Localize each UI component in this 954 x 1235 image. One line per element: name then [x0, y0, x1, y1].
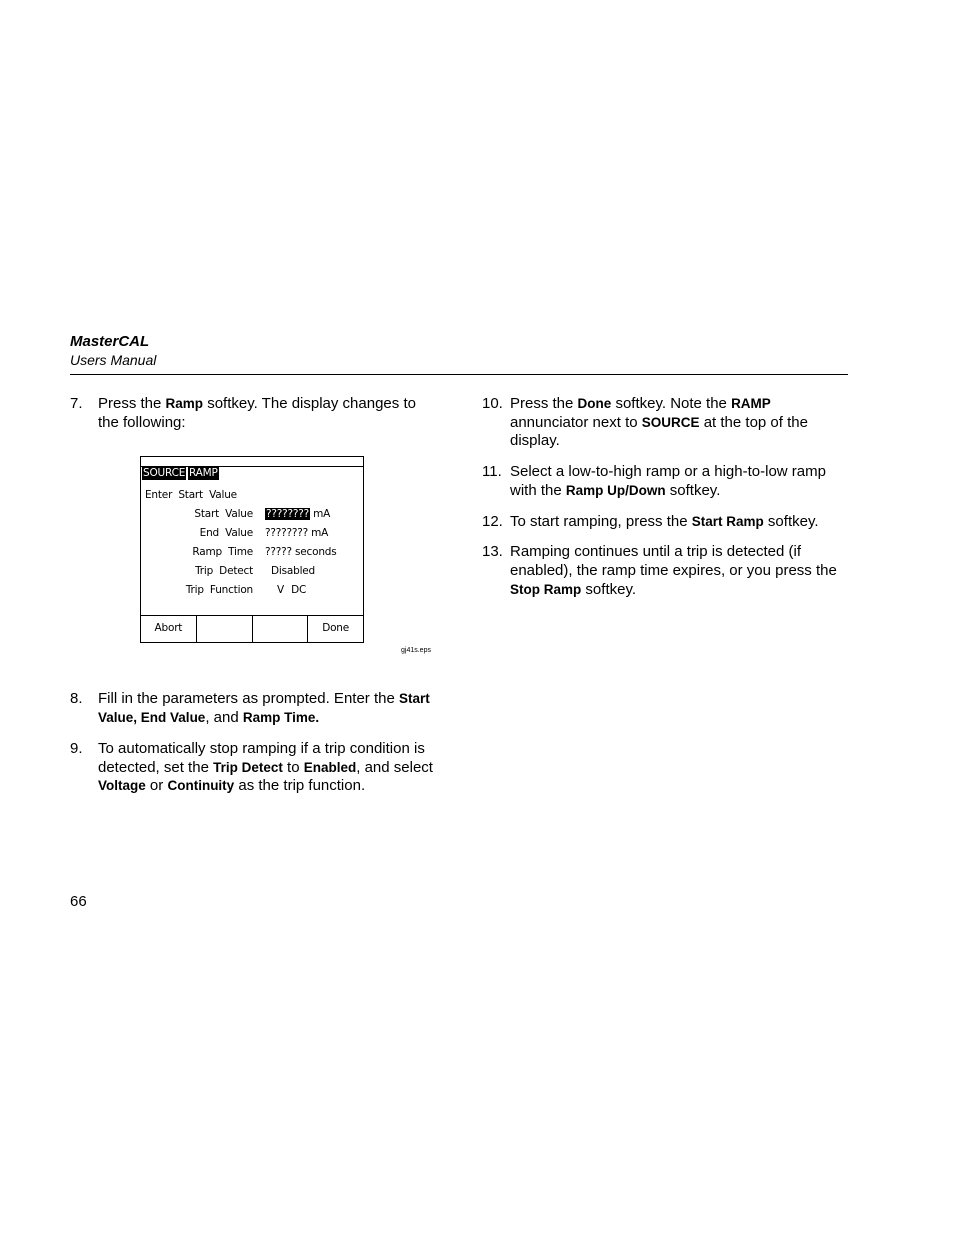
- softkey-name: Done: [577, 396, 612, 411]
- option-name: Enabled: [303, 759, 357, 775]
- step-text: softkey. Note the: [611, 395, 732, 412]
- manual-subtitle: Users Manual: [70, 352, 157, 368]
- field-value: V DC: [277, 584, 307, 596]
- field-end-value: [141, 527, 363, 541]
- field-trip-function: [141, 584, 363, 598]
- step-11: [482, 463, 842, 500]
- step-text: Fill in the parameters as prompted. Enter the: [98, 690, 399, 708]
- step-10: [482, 395, 842, 451]
- field-entry: ????????: [265, 527, 308, 539]
- softkey-name: Ramp: [165, 396, 204, 411]
- step-text: annunciator next to: [510, 413, 642, 431]
- annunciator-name: SOURCE: [641, 414, 700, 430]
- step-text: or: [145, 777, 168, 795]
- ramp-annunciator: RAMP: [189, 467, 218, 479]
- field-ramp-time: [141, 546, 363, 560]
- step-number: 11.: [482, 463, 502, 481]
- step-text: Press the: [98, 395, 166, 412]
- step-text: To automatically stop ramping if a trip condition is detected, set the: [98, 739, 425, 776]
- field-unit: mA: [313, 508, 331, 520]
- field-unit: mA: [311, 527, 329, 539]
- annunciator-name: RAMP: [731, 396, 771, 411]
- step-number: 13.: [482, 543, 503, 561]
- field-unit: seconds: [295, 546, 337, 558]
- step-text: softkey.: [665, 481, 721, 499]
- softkey-bar: [141, 615, 363, 642]
- option-name: Continuity: [167, 778, 235, 794]
- right-column: [482, 395, 842, 599]
- step-number: 7.: [70, 395, 83, 412]
- step-text: , and select: [356, 758, 433, 776]
- header-divider: [70, 374, 848, 375]
- step-7: [70, 395, 440, 432]
- field-label: Trip Detect: [195, 565, 253, 577]
- step-number: 9.: [70, 739, 83, 757]
- step-8: [70, 690, 440, 727]
- step-text: at the top of the display.: [510, 413, 808, 450]
- step-text: , and: [205, 709, 243, 727]
- step-text: as the trip function.: [234, 777, 366, 795]
- softkey-name: Start Ramp: [691, 513, 764, 529]
- option-name: Voltage: [98, 778, 146, 794]
- softkey-name: Ramp Up/Down: [565, 482, 666, 498]
- step-text: softkey. The display changes to the following:: [98, 395, 416, 431]
- softkey-blank-2[interactable]: [197, 616, 253, 642]
- step-text: Select a low-to-high ramp or a high-to-low ramp with the: [510, 463, 826, 499]
- field-label: End Value: [199, 527, 253, 539]
- field-start-value: [141, 508, 363, 522]
- field-value: [265, 527, 328, 539]
- display-top-bar: [141, 457, 363, 467]
- step-12: [482, 513, 842, 532]
- calibrator-display: [140, 456, 364, 643]
- field-name: Ramp Time.: [242, 710, 320, 726]
- field-label: Ramp Time: [192, 546, 253, 558]
- step-text: Ramping continues until a trip is detected (if enabled), the ramp time expires, or you press the: [510, 543, 837, 579]
- active-entry: ????????: [266, 508, 309, 520]
- field-label: Start Value: [194, 508, 253, 520]
- softkey-blank-3[interactable]: [253, 616, 309, 642]
- manual-title: MasterCAL: [70, 333, 150, 350]
- display-prompt: Enter Start Value: [145, 489, 237, 501]
- softkey-done[interactable]: Done: [322, 622, 350, 634]
- field-name: Start Value: [98, 691, 430, 726]
- field-trip-detect: [141, 565, 363, 579]
- softkey-name: Stop Ramp: [510, 581, 582, 597]
- field-name: Trip Detect: [213, 759, 283, 775]
- step-text: Press the: [510, 395, 578, 412]
- page-number: 66: [70, 893, 87, 910]
- step-13: [482, 543, 842, 599]
- field-entry: ?????: [265, 546, 292, 558]
- separator: ,: [133, 710, 141, 726]
- field-value: [265, 508, 330, 520]
- field-name: End Value: [140, 710, 206, 726]
- field-label: Trip Function: [185, 584, 253, 596]
- step-text: softkey.: [581, 580, 637, 598]
- step-number: 12.: [482, 512, 503, 530]
- step-text: to: [282, 758, 304, 776]
- softkey-abort[interactable]: Abort: [141, 616, 197, 642]
- step-text: To start ramping, press the: [510, 512, 692, 530]
- step-9: [70, 740, 440, 796]
- field-value: [265, 546, 337, 558]
- step-number: 8.: [70, 690, 83, 708]
- field-value: Disabled: [271, 565, 316, 577]
- step-text: softkey.: [763, 512, 819, 530]
- source-annunciator: SOURCE: [143, 467, 186, 479]
- figure-caption: gj41s.eps: [401, 647, 431, 654]
- step-number: 10.: [482, 395, 503, 412]
